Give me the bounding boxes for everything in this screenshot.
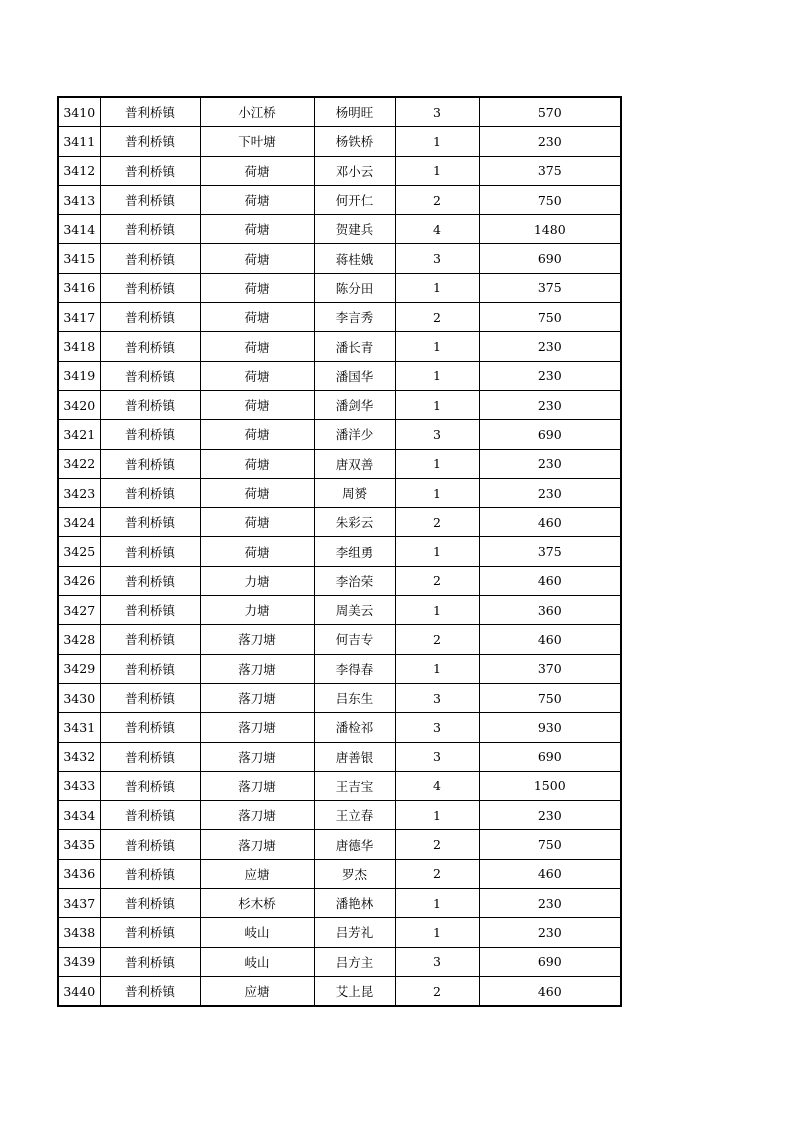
table-row [58,654,621,683]
cell-town: 普利桥镇 [100,303,200,332]
cell-amount: 230 [479,390,621,419]
cell-index: 3436 [58,859,100,888]
cell-village: 杉木桥 [200,889,314,918]
cell-village: 荷塘 [200,215,314,244]
cell-village: 荷塘 [200,303,314,332]
cell-count: 1 [395,537,479,566]
cell-town: 普利桥镇 [100,361,200,390]
cell-village: 荷塘 [200,478,314,507]
cell-index: 3427 [58,596,100,625]
cell-town: 普利桥镇 [100,332,200,361]
table-row [58,273,621,302]
cell-index: 3434 [58,801,100,830]
cell-village: 落刀塘 [200,771,314,800]
cell-amount: 360 [479,596,621,625]
cell-name: 李言秀 [314,303,395,332]
cell-town: 普利桥镇 [100,713,200,742]
table-body [58,97,621,1006]
cell-index: 3433 [58,771,100,800]
cell-index: 3415 [58,244,100,273]
cell-count: 1 [395,332,479,361]
table-row [58,303,621,332]
cell-village: 落刀塘 [200,801,314,830]
cell-village: 荷塘 [200,537,314,566]
cell-name: 李组勇 [314,537,395,566]
cell-amount: 230 [479,918,621,947]
cell-village: 荷塘 [200,449,314,478]
cell-name: 潘艳林 [314,889,395,918]
cell-count: 1 [395,889,479,918]
cell-name: 邓小云 [314,156,395,185]
cell-town: 普利桥镇 [100,889,200,918]
cell-name: 艾上昆 [314,976,395,1006]
cell-village: 应塘 [200,976,314,1006]
cell-index: 3411 [58,127,100,156]
cell-count: 3 [395,713,479,742]
cell-village: 落刀塘 [200,713,314,742]
cell-index: 3413 [58,185,100,214]
cell-index: 3431 [58,713,100,742]
data-table [57,96,622,1007]
cell-name: 潘检祁 [314,713,395,742]
cell-amount: 570 [479,97,621,127]
table-row [58,771,621,800]
cell-village: 力塘 [200,566,314,595]
cell-count: 2 [395,859,479,888]
cell-count: 1 [395,390,479,419]
cell-count: 3 [395,683,479,712]
cell-name: 何开仁 [314,185,395,214]
cell-index: 3429 [58,654,100,683]
cell-town: 普利桥镇 [100,742,200,771]
cell-town: 普利桥镇 [100,771,200,800]
cell-town: 普利桥镇 [100,801,200,830]
cell-index: 3420 [58,390,100,419]
cell-name: 陈分田 [314,273,395,302]
cell-count: 2 [395,625,479,654]
cell-count: 2 [395,566,479,595]
cell-village: 荷塘 [200,156,314,185]
cell-village: 荷塘 [200,273,314,302]
cell-count: 3 [395,947,479,976]
cell-count: 1 [395,918,479,947]
cell-town: 普利桥镇 [100,156,200,185]
cell-village: 下叶塘 [200,127,314,156]
cell-count: 2 [395,830,479,859]
cell-amount: 750 [479,303,621,332]
cell-count: 4 [395,215,479,244]
cell-name: 吕东生 [314,683,395,712]
cell-amount: 460 [479,566,621,595]
table-row [58,596,621,625]
cell-name: 贺建兵 [314,215,395,244]
cell-village: 落刀塘 [200,654,314,683]
cell-town: 普利桥镇 [100,976,200,1006]
cell-town: 普利桥镇 [100,859,200,888]
cell-town: 普利桥镇 [100,918,200,947]
cell-count: 1 [395,449,479,478]
cell-index: 3438 [58,918,100,947]
cell-count: 1 [395,273,479,302]
table-row [58,390,621,419]
cell-village: 落刀塘 [200,683,314,712]
table-row [58,537,621,566]
cell-amount: 690 [479,420,621,449]
cell-count: 2 [395,303,479,332]
cell-index: 3422 [58,449,100,478]
cell-amount: 930 [479,713,621,742]
cell-index: 3423 [58,478,100,507]
cell-index: 3435 [58,830,100,859]
table-row [58,156,621,185]
cell-village: 岐山 [200,947,314,976]
table-row [58,332,621,361]
cell-village: 荷塘 [200,332,314,361]
cell-village: 落刀塘 [200,830,314,859]
table-row [58,947,621,976]
cell-index: 3418 [58,332,100,361]
cell-index: 3417 [58,303,100,332]
cell-count: 1 [395,654,479,683]
table-row [58,449,621,478]
cell-town: 普利桥镇 [100,508,200,537]
cell-count: 1 [395,478,479,507]
cell-town: 普利桥镇 [100,215,200,244]
cell-amount: 230 [479,361,621,390]
cell-town: 普利桥镇 [100,625,200,654]
cell-amount: 375 [479,537,621,566]
cell-amount: 690 [479,244,621,273]
cell-name: 何吉专 [314,625,395,654]
cell-index: 3440 [58,976,100,1006]
cell-name: 潘洋少 [314,420,395,449]
cell-town: 普利桥镇 [100,185,200,214]
cell-village: 小江桥 [200,97,314,127]
cell-town: 普利桥镇 [100,683,200,712]
cell-count: 1 [395,156,479,185]
cell-amount: 230 [479,478,621,507]
cell-amount: 1480 [479,215,621,244]
table-row [58,185,621,214]
cell-index: 3432 [58,742,100,771]
cell-count: 1 [395,127,479,156]
cell-village: 落刀塘 [200,742,314,771]
cell-village: 荷塘 [200,185,314,214]
table-row [58,215,621,244]
cell-name: 周美云 [314,596,395,625]
cell-amount: 750 [479,683,621,712]
cell-index: 3410 [58,97,100,127]
cell-count: 3 [395,97,479,127]
cell-name: 潘国华 [314,361,395,390]
cell-index: 3425 [58,537,100,566]
cell-name: 李治荣 [314,566,395,595]
cell-name: 杨铁桥 [314,127,395,156]
cell-count: 1 [395,596,479,625]
cell-amount: 460 [479,625,621,654]
cell-amount: 230 [479,127,621,156]
cell-amount: 460 [479,859,621,888]
cell-name: 潘长青 [314,332,395,361]
cell-name: 杨明旺 [314,97,395,127]
cell-village: 岐山 [200,918,314,947]
cell-index: 3416 [58,273,100,302]
cell-index: 3430 [58,683,100,712]
cell-amount: 375 [479,273,621,302]
cell-village: 应塘 [200,859,314,888]
cell-village: 荷塘 [200,508,314,537]
table-row [58,918,621,947]
table-row [58,889,621,918]
cell-count: 1 [395,801,479,830]
cell-town: 普利桥镇 [100,390,200,419]
cell-name: 唐善银 [314,742,395,771]
cell-town: 普利桥镇 [100,947,200,976]
cell-index: 3414 [58,215,100,244]
table-row [58,742,621,771]
cell-name: 王吉宝 [314,771,395,800]
table-row [58,508,621,537]
cell-name: 唐德华 [314,830,395,859]
cell-index: 3412 [58,156,100,185]
cell-village: 荷塘 [200,244,314,273]
cell-count: 2 [395,976,479,1006]
table-row [58,625,621,654]
cell-index: 3421 [58,420,100,449]
cell-count: 3 [395,244,479,273]
cell-amount: 750 [479,185,621,214]
cell-count: 2 [395,508,479,537]
table-row [58,976,621,1006]
table-row [58,97,621,127]
cell-index: 3419 [58,361,100,390]
cell-count: 3 [395,742,479,771]
cell-index: 3428 [58,625,100,654]
cell-amount: 460 [479,976,621,1006]
cell-amount: 1500 [479,771,621,800]
cell-name: 朱彩云 [314,508,395,537]
cell-town: 普利桥镇 [100,537,200,566]
cell-name: 周赟 [314,478,395,507]
cell-village: 荷塘 [200,390,314,419]
cell-name: 蒋桂娥 [314,244,395,273]
cell-amount: 690 [479,947,621,976]
cell-name: 唐双善 [314,449,395,478]
cell-amount: 690 [479,742,621,771]
cell-village: 落刀塘 [200,625,314,654]
cell-name: 罗杰 [314,859,395,888]
table-row [58,244,621,273]
cell-town: 普利桥镇 [100,654,200,683]
table-row [58,683,621,712]
table-row [58,566,621,595]
cell-name: 李得春 [314,654,395,683]
cell-town: 普利桥镇 [100,244,200,273]
cell-amount: 375 [479,156,621,185]
cell-village: 荷塘 [200,361,314,390]
cell-town: 普利桥镇 [100,449,200,478]
cell-amount: 230 [479,332,621,361]
cell-town: 普利桥镇 [100,420,200,449]
cell-index: 3439 [58,947,100,976]
table-row [58,859,621,888]
cell-town: 普利桥镇 [100,273,200,302]
table-row [58,420,621,449]
table-row [58,713,621,742]
cell-village: 力塘 [200,596,314,625]
cell-index: 3424 [58,508,100,537]
cell-amount: 230 [479,449,621,478]
cell-name: 吕方主 [314,947,395,976]
cell-town: 普利桥镇 [100,566,200,595]
cell-count: 3 [395,420,479,449]
table-row [58,127,621,156]
cell-town: 普利桥镇 [100,596,200,625]
cell-count: 4 [395,771,479,800]
table-row [58,478,621,507]
cell-town: 普利桥镇 [100,97,200,127]
cell-name: 王立春 [314,801,395,830]
table-row [58,361,621,390]
cell-town: 普利桥镇 [100,478,200,507]
cell-amount: 230 [479,801,621,830]
cell-name: 吕芳礼 [314,918,395,947]
cell-amount: 750 [479,830,621,859]
table-row [58,830,621,859]
cell-village: 荷塘 [200,420,314,449]
cell-name: 潘剑华 [314,390,395,419]
cell-count: 1 [395,361,479,390]
cell-amount: 230 [479,889,621,918]
cell-amount: 460 [479,508,621,537]
cell-town: 普利桥镇 [100,830,200,859]
cell-amount: 370 [479,654,621,683]
cell-town: 普利桥镇 [100,127,200,156]
table-row [58,801,621,830]
cell-index: 3426 [58,566,100,595]
cell-index: 3437 [58,889,100,918]
cell-count: 2 [395,185,479,214]
